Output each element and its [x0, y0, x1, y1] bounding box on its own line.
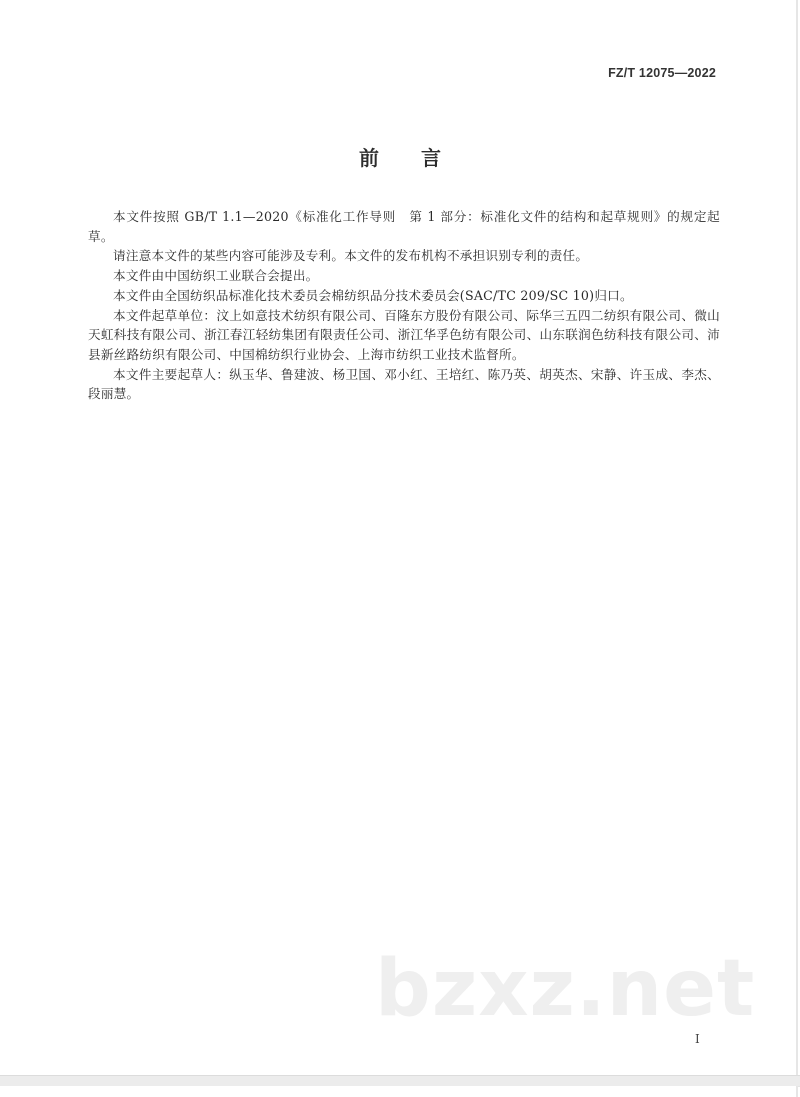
paragraph-proposer: 本文件由中国纺织工业联合会提出。 [113, 268, 319, 284]
paragraph-drafting-rules: 本文件按照 GB/T 1.1—2020《标准化工作导则 第 1 部分：标准化文件的结构和起草规则》的规定起草。 [88, 209, 720, 244]
title-char-2: 言 [421, 146, 441, 170]
paragraph-drafters: 本文件主要起草人：纵玉华、鲁建波、杨卫国、邓小红、王培红、陈乃英、胡英杰、宋静、许玉成、李杰、段丽慧。 [88, 366, 720, 402]
paragraph-technical-committee: 本文件由全国纺织品标准化技术委员会棉纺织品分技术委员会(SAC/TC 209/SC 10)归口。 [113, 287, 633, 303]
title-char-1: 前 [359, 146, 379, 170]
watermark: bzxz.net [375, 944, 756, 1034]
standard-code: FZ/T 12075—2022 [608, 66, 716, 80]
paragraph-drafting-units: 本文件起草单位：汶上如意技术纺织有限公司、百隆东方股份有限公司、际华三五四二纺织有限公司、微山天虹科技有限公司、浙江春江轻纺集团有限责任公司、浙江华孚色纺有限公司、山东联润色纺科技有限公司、沛县新丝路纺织有限公司、中国棉纺织行业协会、上海市纺织工业技术监督所。 [88, 307, 720, 362]
next-page-edge [0, 1086, 798, 1097]
page-number: I [695, 1032, 700, 1046]
page-title [0, 142, 800, 171]
paragraph-patent-notice: 请注意本文件的某些内容可能涉及专利。本文件的发布机构不承担识别专利的责任。 [113, 248, 589, 264]
foreword-body [88, 207, 720, 404]
